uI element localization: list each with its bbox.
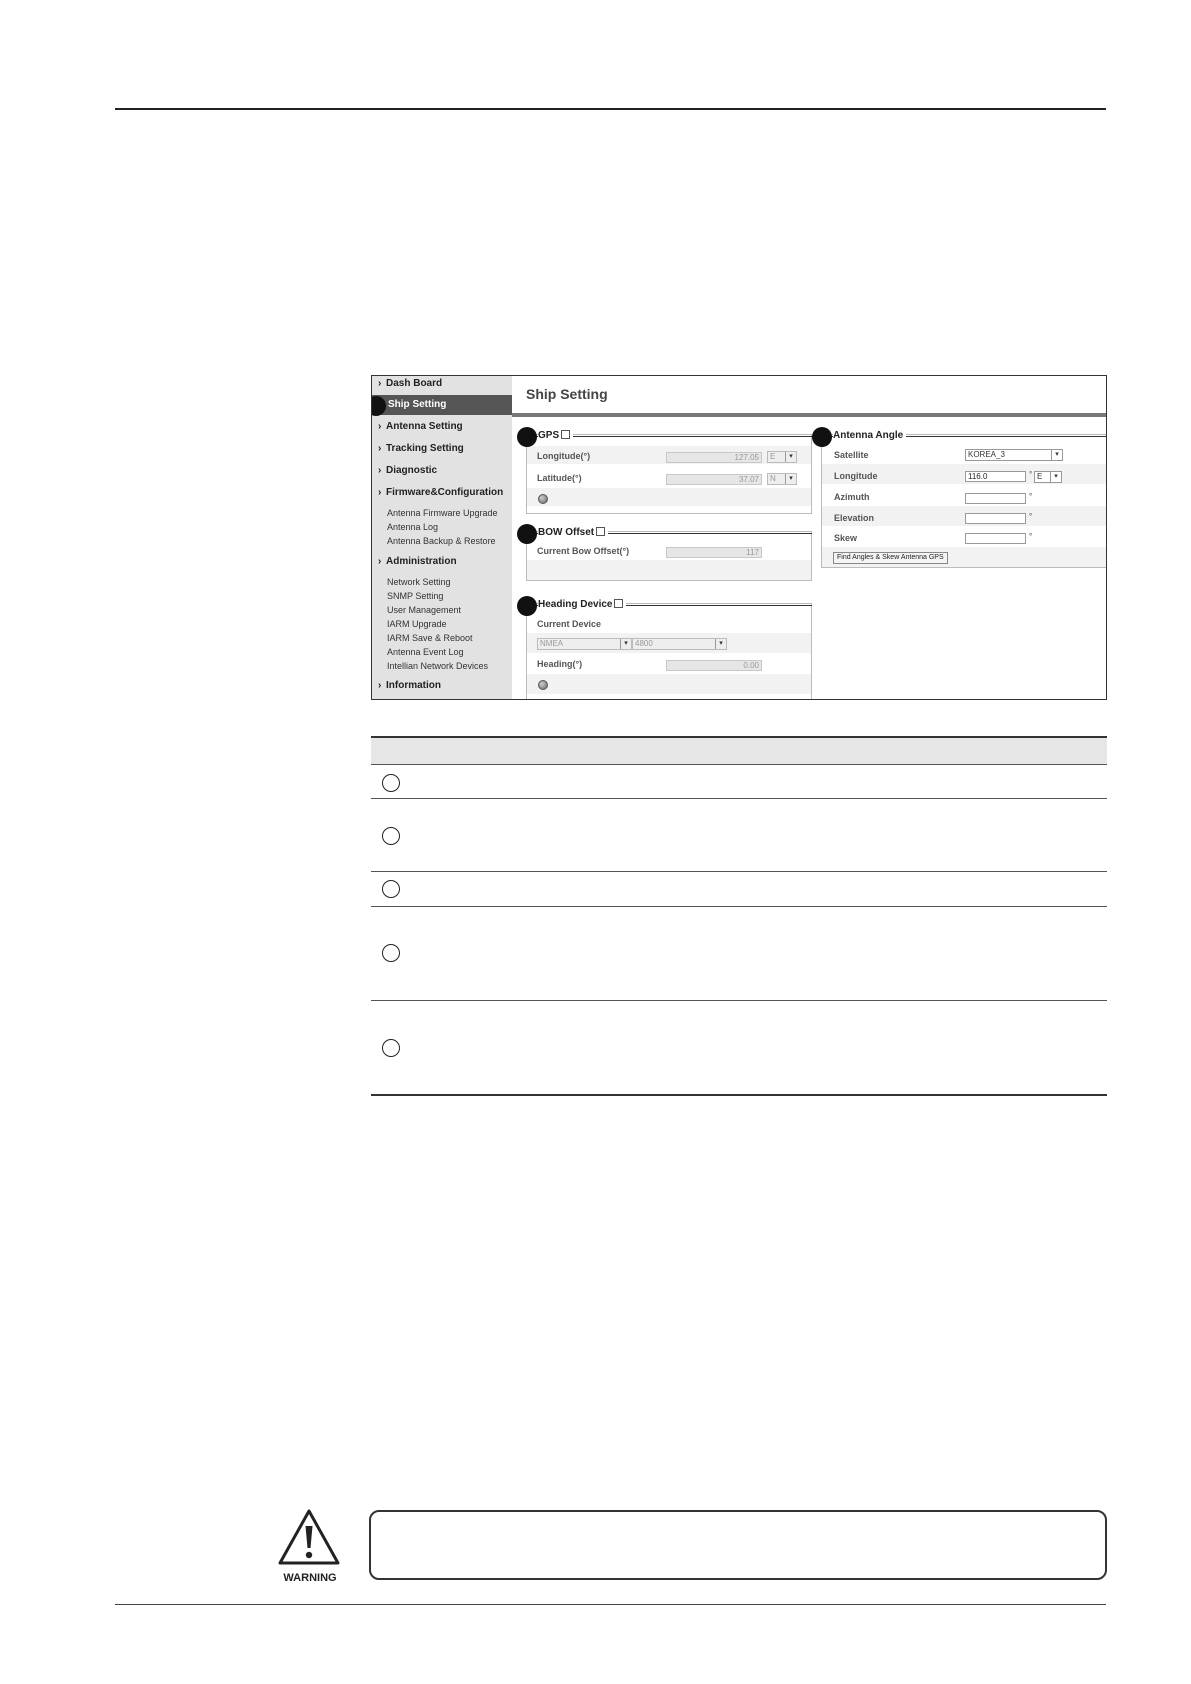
heading-label: Heading(°) [537,659,583,669]
ship-setting-screenshot [371,375,1107,700]
sidebar-item-administration[interactable]: › Administration [378,556,457,567]
antenna-longitude-dir-select[interactable]: E ▾ [1034,471,1062,483]
gps-latitude-dir-select[interactable]: N ▾ [767,473,797,485]
callout-marker-2 [517,427,537,447]
heading-device-checkbox[interactable] [614,599,623,608]
row-number-circle [382,1039,400,1057]
table-header [371,736,1107,764]
elevation-input[interactable] [965,513,1026,524]
table-bottom-rule [371,1094,1107,1096]
degree-unit: ° [1029,532,1033,541]
heading-input: 0.00 [666,660,762,671]
degree-unit: ° [1029,470,1033,479]
degree-unit: ° [1029,512,1033,521]
heading-device-heading: Heading Device [538,599,626,610]
elevation-label: Elevation [834,513,875,523]
sidebar-subitem[interactable]: Antenna Backup & Restore [387,536,496,546]
gps-longitude-label: Longitude(°) [537,451,591,461]
azimuth-input[interactable] [965,493,1026,504]
skew-input[interactable] [965,533,1026,544]
row-number-circle [382,880,400,898]
title-divider [512,413,1107,417]
sidebar-subitem[interactable]: Antenna Log [387,522,439,532]
sidebar-subitem[interactable]: Antenna Firmware Upgrade [387,508,498,518]
table-row-divider [371,798,1107,799]
row-shade [527,488,811,506]
gps-heading: GPS [538,430,573,441]
sidebar-subitem[interactable]: Network Setting [387,577,451,587]
gps-checkbox[interactable] [561,430,570,439]
satellite-select[interactable]: KOREA_3 ▾ [965,449,1063,461]
antenna-longitude-label: Longitude [834,471,878,481]
sidebar-item-antenna-setting[interactable]: › Antenna Setting [378,421,463,432]
gps-longitude-input: 127.05 [666,452,762,463]
chevron-right-icon: › [378,556,382,567]
chevron-down-icon: ▾ [1050,472,1061,482]
row-shade [527,674,811,694]
bow-offset-heading: BOW Offset [538,527,608,538]
table-row-divider [371,764,1107,765]
current-device-label: Current Device [537,619,602,629]
heading-device-select[interactable]: NMEA ▾ [537,638,632,650]
sidebar-item-tracking-setting[interactable]: › Tracking Setting [378,443,464,454]
skew-label: Skew [834,533,858,543]
chevron-down-icon: ▾ [620,639,631,649]
top-rule [115,108,1106,110]
gps-latitude-label: Latitude(°) [537,473,582,483]
bow-offset-checkbox[interactable] [596,527,605,536]
chevron-down-icon: ▾ [715,639,726,649]
sidebar-item-ship-setting[interactable]: Ship Setting [372,395,512,415]
table-row-divider [371,906,1107,907]
chevron-right-icon: › [378,487,382,498]
warning-label: WARNING [283,1572,337,1584]
chevron-right-icon: › [378,680,382,691]
find-angles-button[interactable]: Find Angles & Skew Antenna GPS [833,552,948,564]
sidebar [372,376,512,700]
chevron-right-icon: › [378,443,382,454]
sidebar-item-firmware-configuration[interactable]: › Firmware&Configuration [378,487,504,498]
sidebar-subitem[interactable]: IARM Upgrade [387,619,447,629]
warning-box [369,1510,1107,1580]
sidebar-subitem[interactable]: SNMP Setting [387,591,444,601]
sidebar-item-diagnostic[interactable]: › Diagnostic [378,465,438,476]
sidebar-item-dash-board[interactable]: › Dash Board [378,378,443,389]
bow-offset-label: Current Bow Offset(°) [537,546,630,556]
callout-marker-4 [517,596,537,616]
row-number-circle [382,827,400,845]
heading-status-led-icon [538,680,548,690]
chevron-right-icon: › [378,465,382,476]
page-title: Ship Setting [526,386,608,402]
antenna-longitude-input[interactable]: 116.0 [965,471,1026,482]
row-shade [527,560,811,580]
chevron-down-icon: ▾ [1051,450,1062,460]
sidebar-subitem[interactable]: Intellian Network Devices [387,661,489,671]
chevron-down-icon: ▾ [785,452,796,462]
gps-status-led-icon [538,494,548,504]
chevron-down-icon: ▾ [785,474,796,484]
sidebar-item-information[interactable]: › Information [378,680,441,691]
chevron-right-icon: › [378,421,382,432]
callout-marker-3 [517,524,537,544]
chevron-right-icon: › [378,378,382,389]
table-row-divider [371,871,1107,872]
baud-rate-select[interactable]: 4800 ▾ [632,638,727,650]
azimuth-label: Azimuth [834,492,870,502]
warning-icon [277,1508,341,1566]
sidebar-subitem[interactable]: User Management [387,605,462,615]
sidebar-subitem[interactable]: Antenna Event Log [387,647,464,657]
bottom-rule [115,1604,1106,1605]
gps-longitude-dir-select[interactable]: E ▾ [767,451,797,463]
sidebar-subitem[interactable]: IARM Save & Reboot [387,633,473,643]
table-row-divider [371,1000,1107,1001]
degree-unit: ° [1029,492,1033,501]
bow-offset-input: 117 [666,547,762,558]
callout-marker-5 [812,427,832,447]
gps-latitude-input: 37.07 [666,474,762,485]
row-number-circle [382,774,400,792]
row-number-circle [382,944,400,962]
satellite-label: Satellite [834,450,869,460]
antenna-angle-heading: Antenna Angle [833,430,906,441]
